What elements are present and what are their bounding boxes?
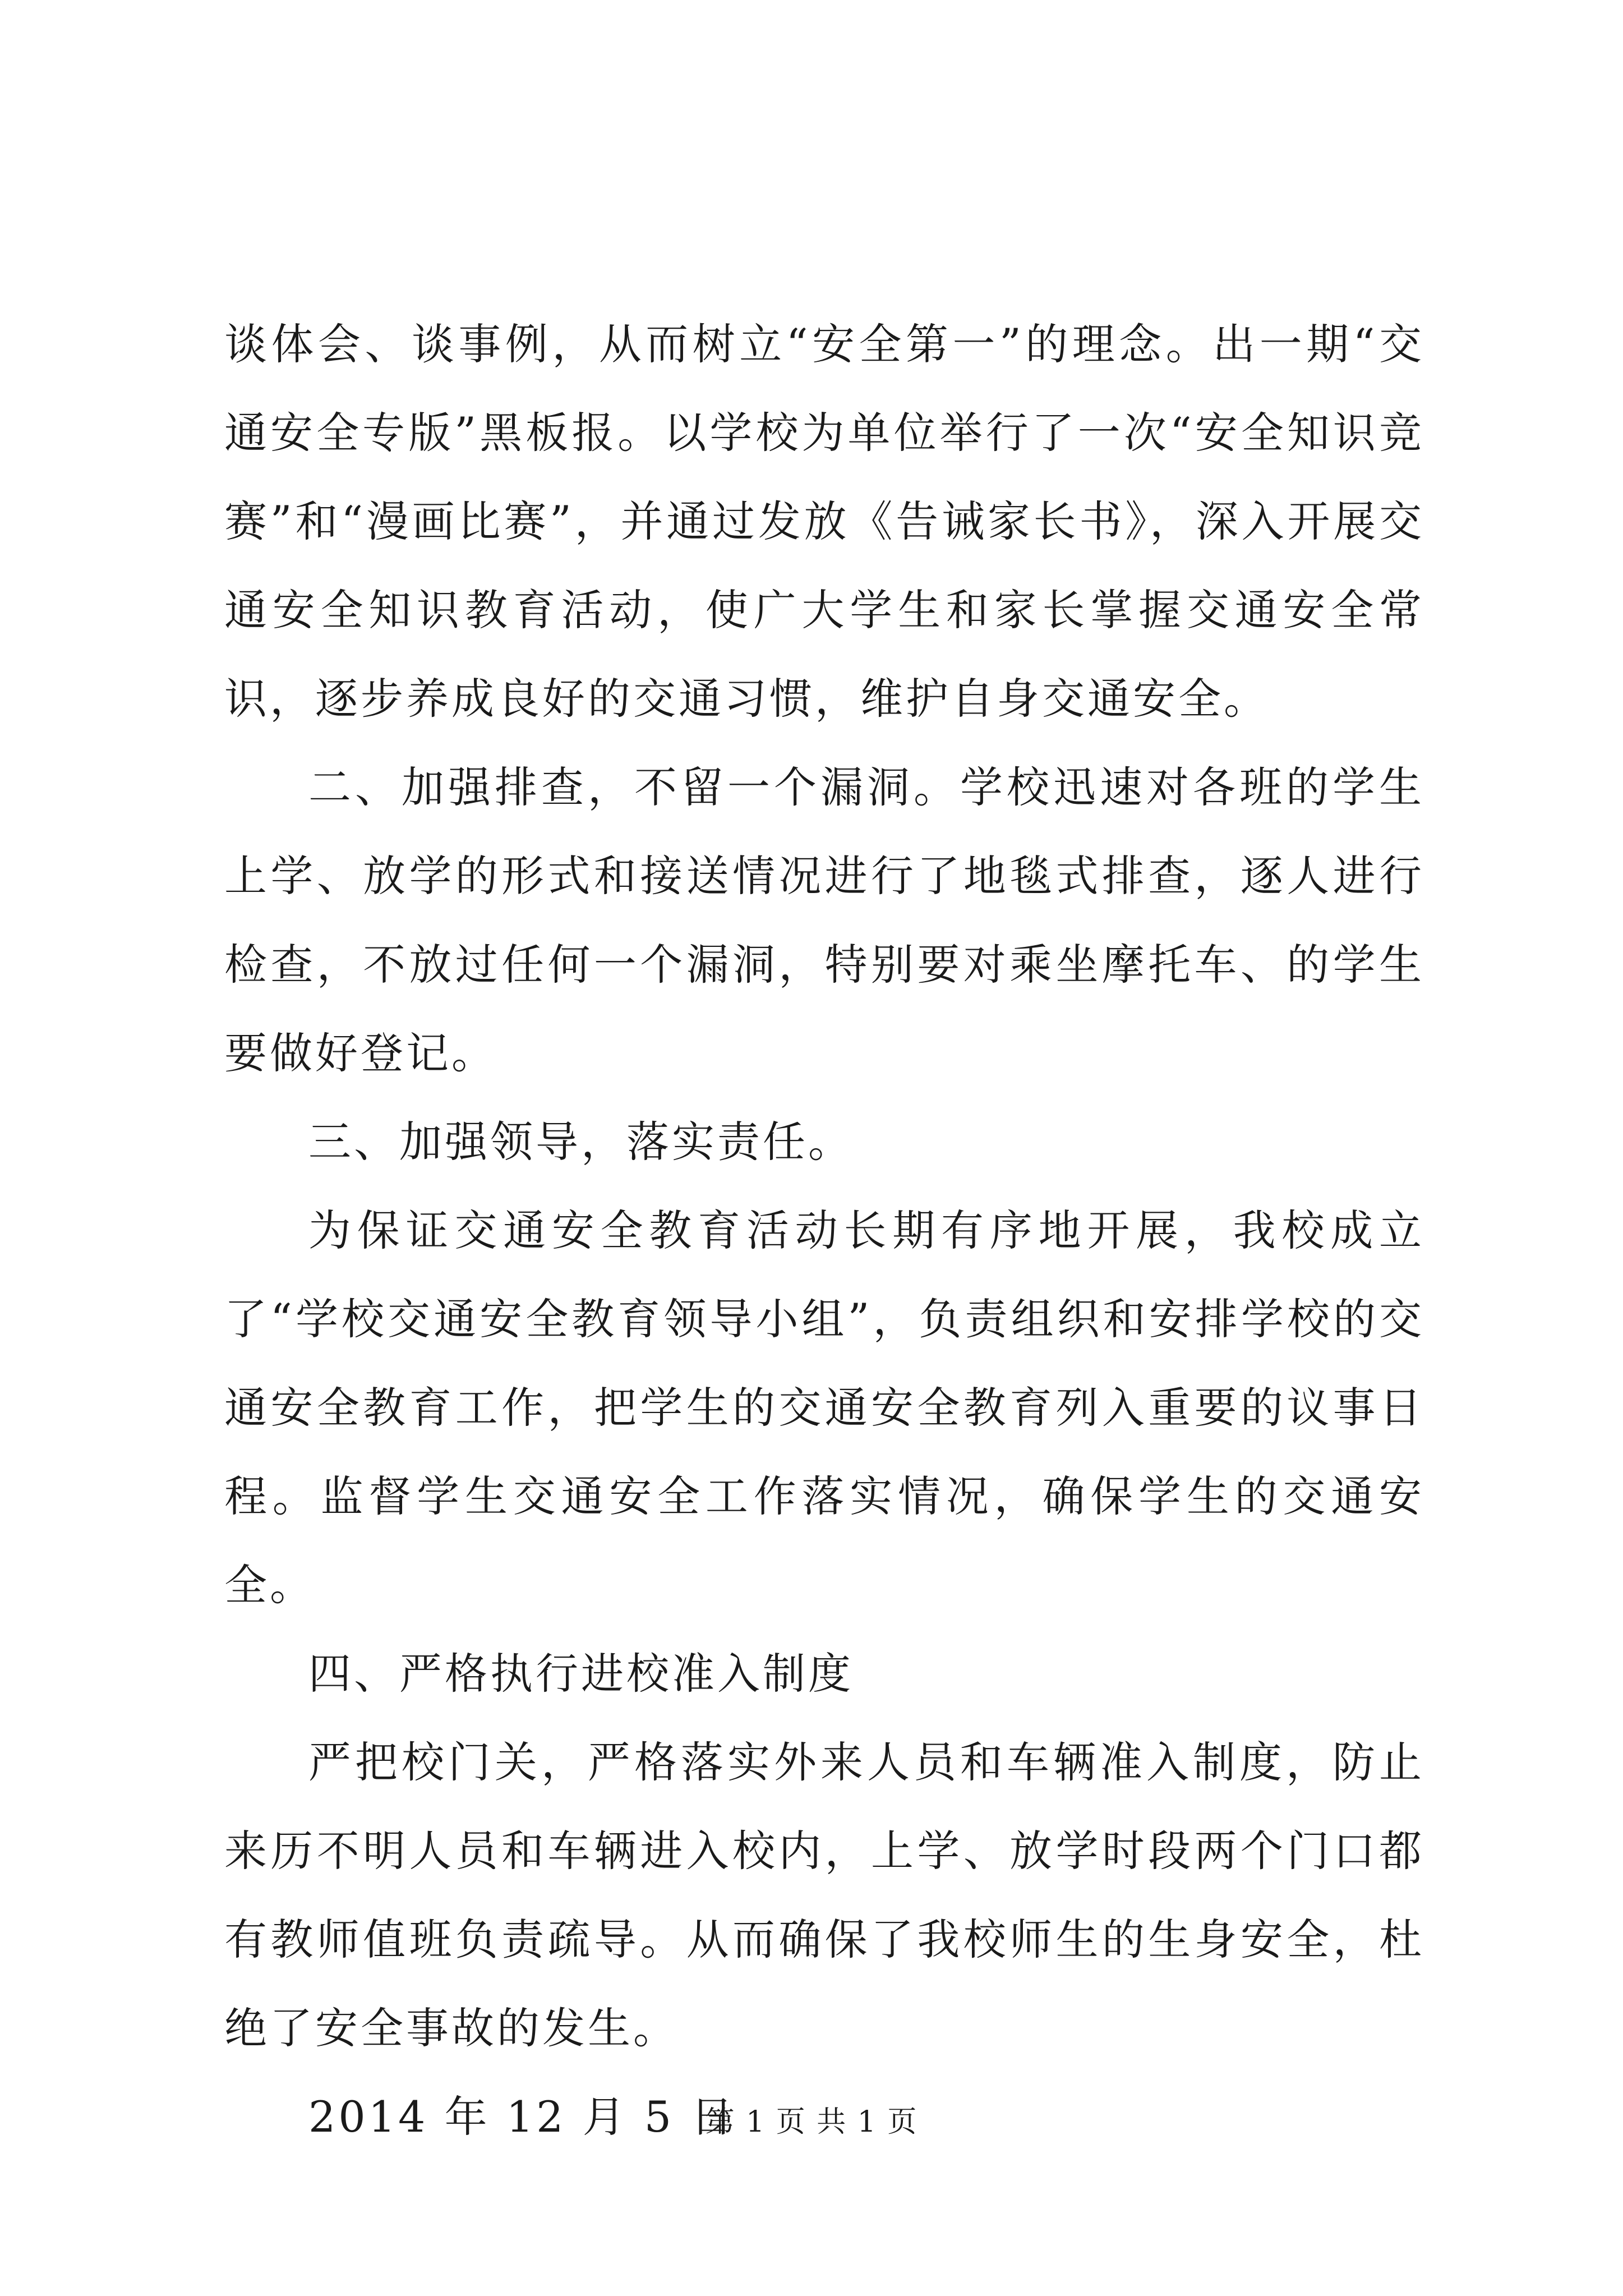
heading-section-four: 四、严格执行进校准入制度 <box>308 1649 854 1699</box>
paragraph-section-three: 为保证交通安全教育活动长期有序地开展，我校成立了“学校交通安全教育领导小组”，负责组织和安排学校的交通安全教育工作，把学生的交通安全教育列入重要的议事日程。监督学生交通安全工作落实情况，确保学生的交通安全。 <box>224 1205 1424 1610</box>
document-body <box>224 300 1424 2161</box>
document-date: 2014 年 12 月 5 日 <box>308 2092 736 2142</box>
paragraph-section-four: 严把校门关，严格落实外来人员和车辆准入制度，防止来历不明人员和车辆进入校内，上学、放学时段两个门口都有教师值班负责疏导。从而确保了我校师生的生身安全，杜绝了安全事故的发生。 <box>224 1737 1424 2053</box>
heading-section-three: 三、加强领导，落实责任。 <box>308 1117 854 1167</box>
page-number-footer: 第 1 页 共 1 页 <box>705 2105 918 2139</box>
paragraph-section-two: 二、加强排查，不留一个漏洞。学校迅速对各班的学生上学、放学的形式和接送情况进行了地毯式排查，逐人进行检查，不放过任何一个漏洞，特别要对乘坐摩托车、的学生要做好登记。 <box>224 762 1424 1078</box>
paragraph-continued: 谈体会、谈事例，从而树立“安全第一”的理念。出一期“交通安全专版”黑板报。以学校为单位举行了一次“安全知识竞赛”和“漫画比赛”，并通过发放《告诫家长书》，深入开展交通安全知识教育活动，使广大学生和家长掌握交通安全常识，逐步养成良好的交通习惯，维护自身交通安全。 <box>224 319 1424 724</box>
